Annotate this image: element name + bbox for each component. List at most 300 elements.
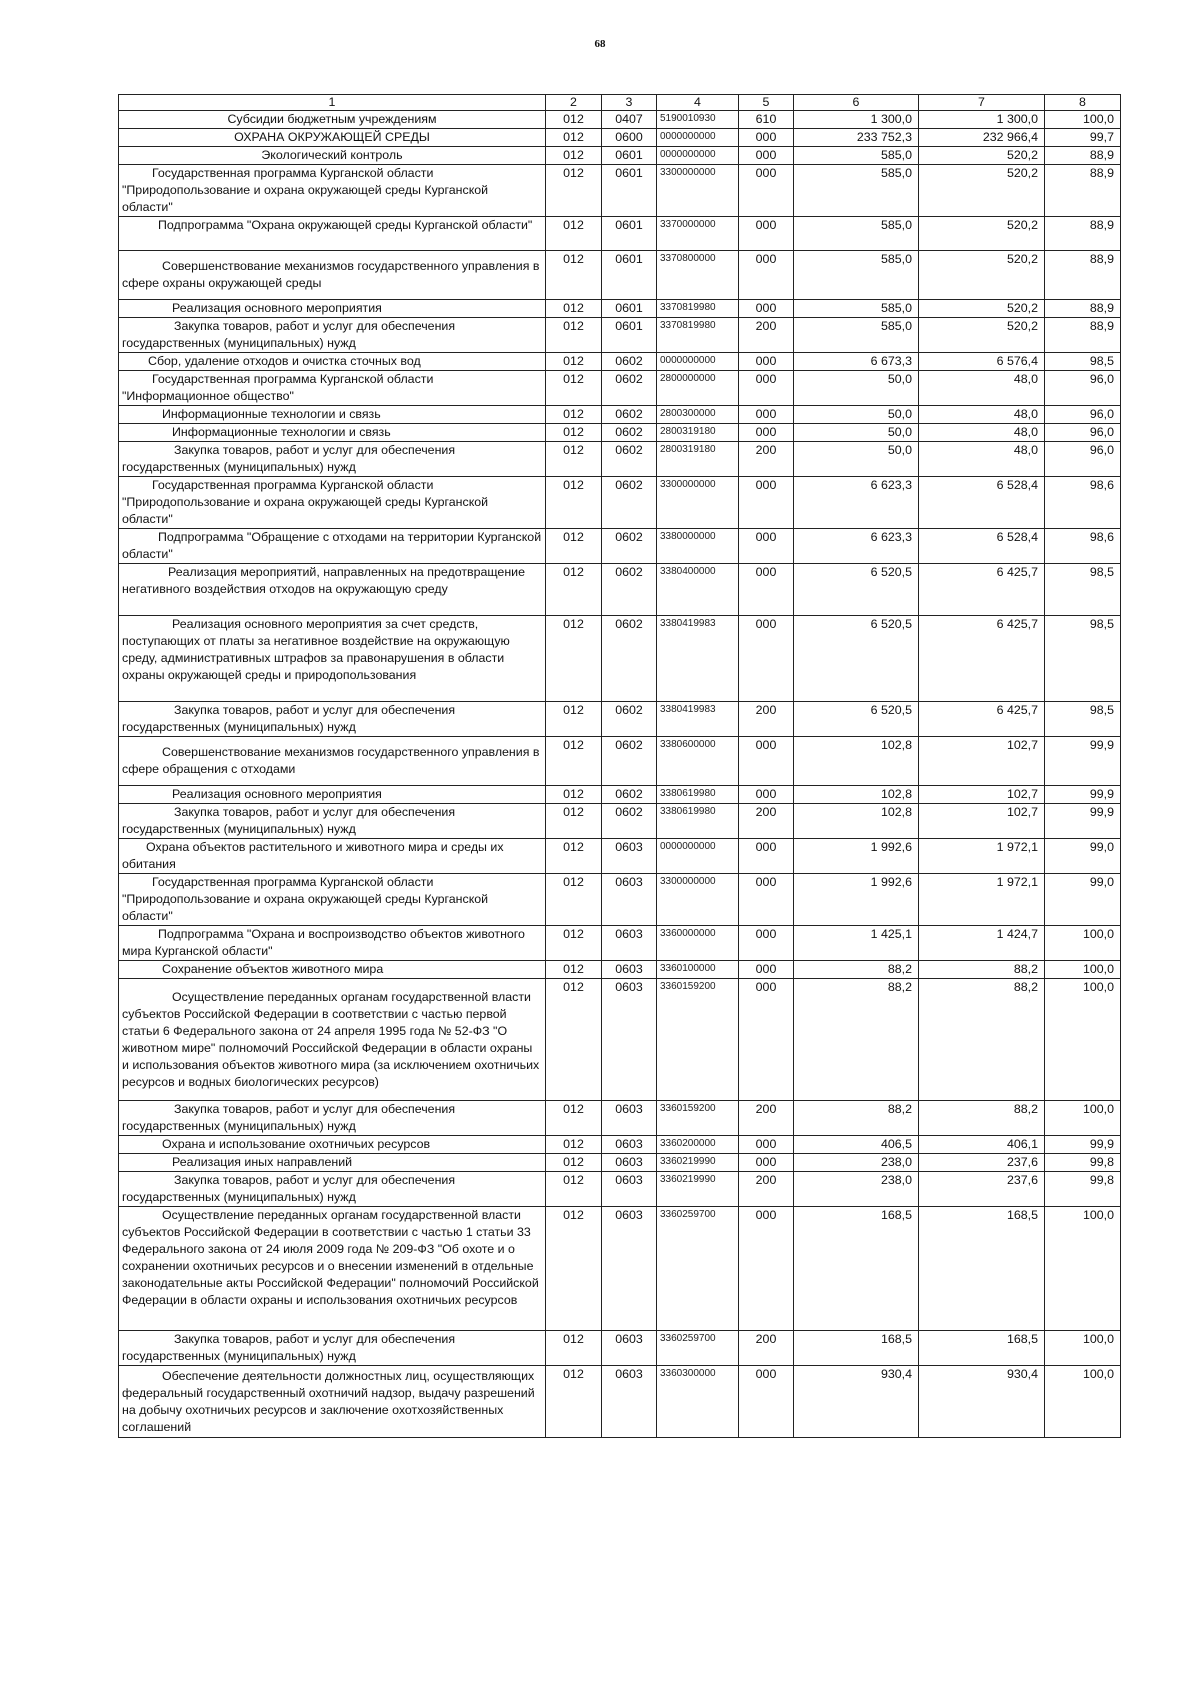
ministry-code: 012 [546, 737, 602, 786]
planned-amount: 88,2 [794, 961, 919, 979]
table-row [119, 979, 1121, 1101]
planned-amount: 6 520,5 [794, 702, 919, 737]
planned-amount: 50,0 [794, 371, 919, 406]
table-row [119, 702, 1121, 737]
table-row [119, 1154, 1121, 1172]
section-code: 0602 [602, 371, 657, 406]
row-name: Сохранение объектов животного мира [119, 961, 546, 979]
table-row [119, 564, 1121, 616]
column-header: 2 [546, 95, 602, 111]
section-code: 0603 [602, 979, 657, 1101]
table-row [119, 737, 1121, 786]
table-row [119, 1207, 1121, 1331]
row-name: Охрана объектов растительного и животного мира и среды их обитания [119, 839, 546, 874]
execution-percent: 96,0 [1045, 424, 1121, 442]
target-article-code: 5190010930 [657, 111, 739, 129]
target-article-code: 3380619980 [657, 786, 739, 804]
executed-amount: 6 528,4 [919, 477, 1045, 529]
target-article-code: 0000000000 [657, 129, 739, 147]
execution-percent: 100,0 [1045, 979, 1121, 1101]
planned-amount: 238,0 [794, 1154, 919, 1172]
target-article-code: 3360219990 [657, 1172, 739, 1207]
expense-type-code: 200 [739, 702, 794, 737]
ministry-code: 012 [546, 1101, 602, 1136]
execution-percent: 100,0 [1045, 1366, 1121, 1438]
column-header: 4 [657, 95, 739, 111]
ministry-code: 012 [546, 300, 602, 318]
expense-type-code: 000 [739, 217, 794, 251]
execution-percent: 88,9 [1045, 147, 1121, 165]
header-row [119, 95, 1121, 111]
planned-amount: 6 623,3 [794, 477, 919, 529]
section-code: 0603 [602, 1101, 657, 1136]
table-row [119, 1366, 1121, 1438]
ministry-code: 012 [546, 1331, 602, 1366]
row-name: Реализация мероприятий, направленных на предотвращение негативного воздействия отходов на окружающую среду [119, 564, 546, 616]
planned-amount: 102,8 [794, 804, 919, 839]
execution-percent: 100,0 [1045, 111, 1121, 129]
expense-type-code: 000 [739, 529, 794, 564]
row-name: Информационные технологии и связь [119, 406, 546, 424]
executed-amount: 48,0 [919, 406, 1045, 424]
executed-amount: 6 425,7 [919, 564, 1045, 616]
section-code: 0601 [602, 165, 657, 217]
executed-amount: 520,2 [919, 318, 1045, 353]
planned-amount: 88,2 [794, 1101, 919, 1136]
planned-amount: 585,0 [794, 300, 919, 318]
ministry-code: 012 [546, 318, 602, 353]
table-row [119, 874, 1121, 926]
executed-amount: 237,6 [919, 1154, 1045, 1172]
executed-amount: 88,2 [919, 979, 1045, 1101]
section-code: 0601 [602, 217, 657, 251]
executed-amount: 102,7 [919, 804, 1045, 839]
planned-amount: 168,5 [794, 1331, 919, 1366]
planned-amount: 1 992,6 [794, 874, 919, 926]
execution-percent: 88,9 [1045, 251, 1121, 300]
ministry-code: 012 [546, 874, 602, 926]
table-body [119, 95, 1121, 1438]
table-row [119, 251, 1121, 300]
ministry-code: 012 [546, 564, 602, 616]
ministry-code: 012 [546, 165, 602, 217]
executed-amount: 237,6 [919, 1172, 1045, 1207]
page-number: 68 [594, 38, 606, 50]
execution-percent: 100,0 [1045, 926, 1121, 961]
column-header: 7 [919, 95, 1045, 111]
ministry-code: 012 [546, 217, 602, 251]
column-header: 5 [739, 95, 794, 111]
planned-amount: 6 520,5 [794, 616, 919, 702]
planned-amount: 6 673,3 [794, 353, 919, 371]
executed-amount: 48,0 [919, 371, 1045, 406]
row-name: Совершенствование механизмов государственного управления в сфере охраны окружающей среды [119, 251, 546, 300]
section-code: 0601 [602, 251, 657, 300]
row-name: Закупка товаров, работ и услуг для обеспечения государственных (муниципальных) нужд [119, 702, 546, 737]
table-row [119, 129, 1121, 147]
table-row [119, 111, 1121, 129]
executed-amount: 102,7 [919, 786, 1045, 804]
executed-amount: 6 425,7 [919, 702, 1045, 737]
target-article-code: 2800319180 [657, 442, 739, 477]
executed-amount: 406,1 [919, 1136, 1045, 1154]
planned-amount: 585,0 [794, 147, 919, 165]
ministry-code: 012 [546, 702, 602, 737]
section-code: 0601 [602, 147, 657, 165]
row-name: Государственная программа Курганской области "Природопользование и охрана окружающей среды Курганской области" [119, 874, 546, 926]
section-code: 0602 [602, 737, 657, 786]
planned-amount: 233 752,3 [794, 129, 919, 147]
row-name: Закупка товаров, работ и услуг для обеспечения государственных (муниципальных) нужд [119, 442, 546, 477]
ministry-code: 012 [546, 111, 602, 129]
ministry-code: 012 [546, 786, 602, 804]
section-code: 0603 [602, 1172, 657, 1207]
expense-type-code: 000 [739, 1207, 794, 1331]
section-code: 0407 [602, 111, 657, 129]
section-code: 0601 [602, 300, 657, 318]
planned-amount: 50,0 [794, 424, 919, 442]
expense-type-code: 000 [739, 564, 794, 616]
section-code: 0602 [602, 406, 657, 424]
section-code: 0602 [602, 353, 657, 371]
section-code: 0603 [602, 1136, 657, 1154]
planned-amount: 1 300,0 [794, 111, 919, 129]
executed-amount: 1 300,0 [919, 111, 1045, 129]
expense-type-code: 000 [739, 424, 794, 442]
target-article-code: 3380600000 [657, 737, 739, 786]
executed-amount: 6 528,4 [919, 529, 1045, 564]
table-row [119, 804, 1121, 839]
expense-type-code: 000 [739, 1366, 794, 1438]
table-row [119, 616, 1121, 702]
target-article-code: 3370000000 [657, 217, 739, 251]
row-name: Реализация основного мероприятия [119, 786, 546, 804]
row-name: Охрана и использование охотничьих ресурсов [119, 1136, 546, 1154]
target-article-code: 3300000000 [657, 874, 739, 926]
execution-percent: 96,0 [1045, 406, 1121, 424]
column-header: 3 [602, 95, 657, 111]
executed-amount: 520,2 [919, 147, 1045, 165]
section-code: 0602 [602, 702, 657, 737]
execution-percent: 88,9 [1045, 318, 1121, 353]
expense-type-code: 200 [739, 442, 794, 477]
row-name: Подпрограмма "Охрана и воспроизводство объектов животного мира Курганской области" [119, 926, 546, 961]
executed-amount: 48,0 [919, 442, 1045, 477]
row-name: Закупка товаров, работ и услуг для обеспечения государственных (муниципальных) нужд [119, 1331, 546, 1366]
target-article-code: 3370819980 [657, 318, 739, 353]
expense-type-code: 000 [739, 371, 794, 406]
expense-type-code: 000 [739, 147, 794, 165]
ministry-code: 012 [546, 804, 602, 839]
expense-type-code: 000 [739, 616, 794, 702]
planned-amount: 168,5 [794, 1207, 919, 1331]
execution-percent: 98,5 [1045, 353, 1121, 371]
target-article-code: 3360100000 [657, 961, 739, 979]
expense-type-code: 200 [739, 1172, 794, 1207]
expense-type-code: 610 [739, 111, 794, 129]
table-row [119, 165, 1121, 217]
table-row [119, 529, 1121, 564]
execution-percent: 100,0 [1045, 1207, 1121, 1331]
ministry-code: 012 [546, 616, 602, 702]
target-article-code: 3370800000 [657, 251, 739, 300]
ministry-code: 012 [546, 147, 602, 165]
executed-amount: 520,2 [919, 300, 1045, 318]
row-name: Информационные технологии и связь [119, 424, 546, 442]
target-article-code: 3380619980 [657, 804, 739, 839]
target-article-code: 3360300000 [657, 1366, 739, 1438]
target-article-code: 2800319180 [657, 424, 739, 442]
row-name: Осуществление переданных органам государственной власти субъектов Российской Федерации в соответствии с частью 1 статьи 33 Федерального закона от 24 июля 2009 года № 209-ФЗ "Об охоте и о сохранении охотничьих ресурсов и о внесении изменений в отдельные законодательные акты Российской Федерации" полномочий Российской Федерации в области охраны и использования охотничьих ресурсов [119, 1207, 546, 1331]
planned-amount: 585,0 [794, 217, 919, 251]
table-row [119, 786, 1121, 804]
ministry-code: 012 [546, 1172, 602, 1207]
execution-percent: 100,0 [1045, 961, 1121, 979]
table-row [119, 1136, 1121, 1154]
target-article-code: 3360219990 [657, 1154, 739, 1172]
table-row [119, 217, 1121, 251]
expense-type-code: 200 [739, 1101, 794, 1136]
section-code: 0603 [602, 1331, 657, 1366]
planned-amount: 88,2 [794, 979, 919, 1101]
executed-amount: 168,5 [919, 1207, 1045, 1331]
execution-percent: 99,9 [1045, 804, 1121, 839]
table-row [119, 839, 1121, 874]
column-header: 6 [794, 95, 919, 111]
row-name: ОХРАНА ОКРУЖАЮЩЕЙ СРЕДЫ [119, 129, 546, 147]
table-row [119, 477, 1121, 529]
expense-type-code: 000 [739, 300, 794, 318]
planned-amount: 238,0 [794, 1172, 919, 1207]
target-article-code: 3360000000 [657, 926, 739, 961]
budget-table [118, 94, 1121, 1438]
expense-type-code: 000 [739, 786, 794, 804]
ministry-code: 012 [546, 961, 602, 979]
execution-percent: 99,0 [1045, 874, 1121, 926]
section-code: 0603 [602, 1154, 657, 1172]
planned-amount: 585,0 [794, 251, 919, 300]
expense-type-code: 000 [739, 839, 794, 874]
target-article-code: 3380400000 [657, 564, 739, 616]
section-code: 0603 [602, 961, 657, 979]
ministry-code: 012 [546, 1207, 602, 1331]
execution-percent: 99,8 [1045, 1172, 1121, 1207]
execution-percent: 100,0 [1045, 1101, 1121, 1136]
ministry-code: 012 [546, 251, 602, 300]
executed-amount: 1 424,7 [919, 926, 1045, 961]
section-code: 0603 [602, 839, 657, 874]
planned-amount: 406,5 [794, 1136, 919, 1154]
planned-amount: 102,8 [794, 786, 919, 804]
execution-percent: 88,9 [1045, 165, 1121, 217]
expense-type-code: 200 [739, 804, 794, 839]
execution-percent: 98,5 [1045, 702, 1121, 737]
row-name: Государственная программа Курганской области "Информационное общество" [119, 371, 546, 406]
executed-amount: 168,5 [919, 1331, 1045, 1366]
executed-amount: 520,2 [919, 251, 1045, 300]
ministry-code: 012 [546, 442, 602, 477]
table-row [119, 300, 1121, 318]
planned-amount: 50,0 [794, 442, 919, 477]
row-name: Реализация основного мероприятия [119, 300, 546, 318]
planned-amount: 1 992,6 [794, 839, 919, 874]
row-name: Закупка товаров, работ и услуг для обеспечения государственных (муниципальных) нужд [119, 804, 546, 839]
row-name: Закупка товаров, работ и услуг для обеспечения государственных (муниципальных) нужд [119, 318, 546, 353]
table-row [119, 318, 1121, 353]
executed-amount: 1 972,1 [919, 874, 1045, 926]
execution-percent: 99,7 [1045, 129, 1121, 147]
section-code: 0602 [602, 424, 657, 442]
expense-type-code: 200 [739, 1331, 794, 1366]
planned-amount: 102,8 [794, 737, 919, 786]
execution-percent: 98,6 [1045, 529, 1121, 564]
section-code: 0602 [602, 529, 657, 564]
ministry-code: 012 [546, 1136, 602, 1154]
row-name: Реализация иных направлений [119, 1154, 546, 1172]
ministry-code: 012 [546, 371, 602, 406]
execution-percent: 88,9 [1045, 300, 1121, 318]
execution-percent: 99,8 [1045, 1154, 1121, 1172]
ministry-code: 012 [546, 353, 602, 371]
planned-amount: 585,0 [794, 165, 919, 217]
execution-percent: 99,0 [1045, 839, 1121, 874]
target-article-code: 2800000000 [657, 371, 739, 406]
expense-type-code: 000 [739, 129, 794, 147]
row-name: Сбор, удаление отходов и очистка сточных вод [119, 353, 546, 371]
section-code: 0601 [602, 318, 657, 353]
table-row [119, 1172, 1121, 1207]
ministry-code: 012 [546, 926, 602, 961]
table-row [119, 353, 1121, 371]
expense-type-code: 000 [739, 251, 794, 300]
planned-amount: 585,0 [794, 318, 919, 353]
row-name: Закупка товаров, работ и услуг для обеспечения государственных (муниципальных) нужд [119, 1101, 546, 1136]
row-name: Обеспечение деятельности должностных лиц, осуществляющих федеральный государственный охотничий надзор, выдачу разрешений на добычу охотничьих ресурсов и заключение охотхозяйственных соглашений [119, 1366, 546, 1438]
target-article-code: 3370819980 [657, 300, 739, 318]
planned-amount: 6 520,5 [794, 564, 919, 616]
executed-amount: 6 425,7 [919, 616, 1045, 702]
column-header: 8 [1045, 95, 1121, 111]
execution-percent: 99,9 [1045, 1136, 1121, 1154]
ministry-code: 012 [546, 979, 602, 1101]
table-row [119, 1331, 1121, 1366]
execution-percent: 96,0 [1045, 442, 1121, 477]
row-name: Закупка товаров, работ и услуг для обеспечения государственных (муниципальных) нужд [119, 1172, 546, 1207]
ministry-code: 012 [546, 529, 602, 564]
execution-percent: 98,5 [1045, 564, 1121, 616]
table-row [119, 442, 1121, 477]
section-code: 0603 [602, 1366, 657, 1438]
ministry-code: 012 [546, 1154, 602, 1172]
expense-type-code: 000 [739, 979, 794, 1101]
expense-type-code: 000 [739, 874, 794, 926]
planned-amount: 1 425,1 [794, 926, 919, 961]
ministry-code: 012 [546, 839, 602, 874]
row-name: Подпрограмма "Обращение с отходами на территории Курганской области" [119, 529, 546, 564]
row-name: Государственная программа Курганской области "Природопользование и охрана окружающей среды Курганской области" [119, 477, 546, 529]
planned-amount: 930,4 [794, 1366, 919, 1438]
table-row [119, 926, 1121, 961]
table-row [119, 424, 1121, 442]
section-code: 0602 [602, 564, 657, 616]
section-code: 0603 [602, 926, 657, 961]
target-article-code: 0000000000 [657, 353, 739, 371]
target-article-code: 0000000000 [657, 839, 739, 874]
section-code: 0603 [602, 874, 657, 926]
execution-percent: 99,9 [1045, 786, 1121, 804]
executed-amount: 6 576,4 [919, 353, 1045, 371]
row-name: Совершенствование механизмов государственного управления в сфере обращения с отходами [119, 737, 546, 786]
table-row [119, 406, 1121, 424]
target-article-code: 3300000000 [657, 165, 739, 217]
target-article-code: 3360200000 [657, 1136, 739, 1154]
execution-percent: 98,6 [1045, 477, 1121, 529]
planned-amount: 50,0 [794, 406, 919, 424]
section-code: 0602 [602, 477, 657, 529]
executed-amount: 520,2 [919, 165, 1045, 217]
section-code: 0603 [602, 1207, 657, 1331]
column-header: 1 [119, 95, 546, 111]
ministry-code: 012 [546, 477, 602, 529]
executed-amount: 232 966,4 [919, 129, 1045, 147]
executed-amount: 88,2 [919, 961, 1045, 979]
executed-amount: 520,2 [919, 217, 1045, 251]
expense-type-code: 000 [739, 1136, 794, 1154]
expense-type-code: 000 [739, 165, 794, 217]
target-article-code: 0000000000 [657, 147, 739, 165]
row-name: Экологический контроль [119, 147, 546, 165]
executed-amount: 102,7 [919, 737, 1045, 786]
row-name: Государственная программа Курганской области "Природопользование и охрана окружающей среды Курганской области" [119, 165, 546, 217]
executed-amount: 930,4 [919, 1366, 1045, 1438]
expense-type-code: 000 [739, 961, 794, 979]
execution-percent: 100,0 [1045, 1331, 1121, 1366]
execution-percent: 98,5 [1045, 616, 1121, 702]
expense-type-code: 000 [739, 926, 794, 961]
executed-amount: 1 972,1 [919, 839, 1045, 874]
table-row [119, 371, 1121, 406]
table-row [119, 961, 1121, 979]
target-article-code: 3360159200 [657, 979, 739, 1101]
expense-type-code: 000 [739, 1154, 794, 1172]
section-code: 0602 [602, 616, 657, 702]
target-article-code: 3300000000 [657, 477, 739, 529]
target-article-code: 3380419983 [657, 616, 739, 702]
row-name: Субсидии бюджетным учреждениям [119, 111, 546, 129]
target-article-code: 3380000000 [657, 529, 739, 564]
execution-percent: 99,9 [1045, 737, 1121, 786]
ministry-code: 012 [546, 129, 602, 147]
row-name: Осуществление переданных органам государственной власти субъектов Российской Федерации в соответствии с частью первой статьи 6 Федерального закона от 24 апреля 1995 года № 52-ФЗ "О животном мире" полномочий Российской Федерации в области охраны и использования объектов животного мира (за исключением охотничьих ресурсов и водных биологических ресурсов) [119, 979, 546, 1101]
section-code: 0602 [602, 442, 657, 477]
target-article-code: 3380419983 [657, 702, 739, 737]
target-article-code: 3360159200 [657, 1101, 739, 1136]
section-code: 0602 [602, 804, 657, 839]
executed-amount: 88,2 [919, 1101, 1045, 1136]
ministry-code: 012 [546, 406, 602, 424]
ministry-code: 012 [546, 1366, 602, 1438]
row-name: Реализация основного мероприятия за счет средств, поступающих от платы за негативное воздействие на окружающую среду, административных штрафов за правонарушения в области охраны окружающей среды и природопользования [119, 616, 546, 702]
planned-amount: 6 623,3 [794, 529, 919, 564]
execution-percent: 96,0 [1045, 371, 1121, 406]
expense-type-code: 200 [739, 318, 794, 353]
expense-type-code: 000 [739, 737, 794, 786]
section-code: 0602 [602, 786, 657, 804]
ministry-code: 012 [546, 424, 602, 442]
table-row [119, 1101, 1121, 1136]
target-article-code: 3360259700 [657, 1331, 739, 1366]
table-row [119, 147, 1121, 165]
